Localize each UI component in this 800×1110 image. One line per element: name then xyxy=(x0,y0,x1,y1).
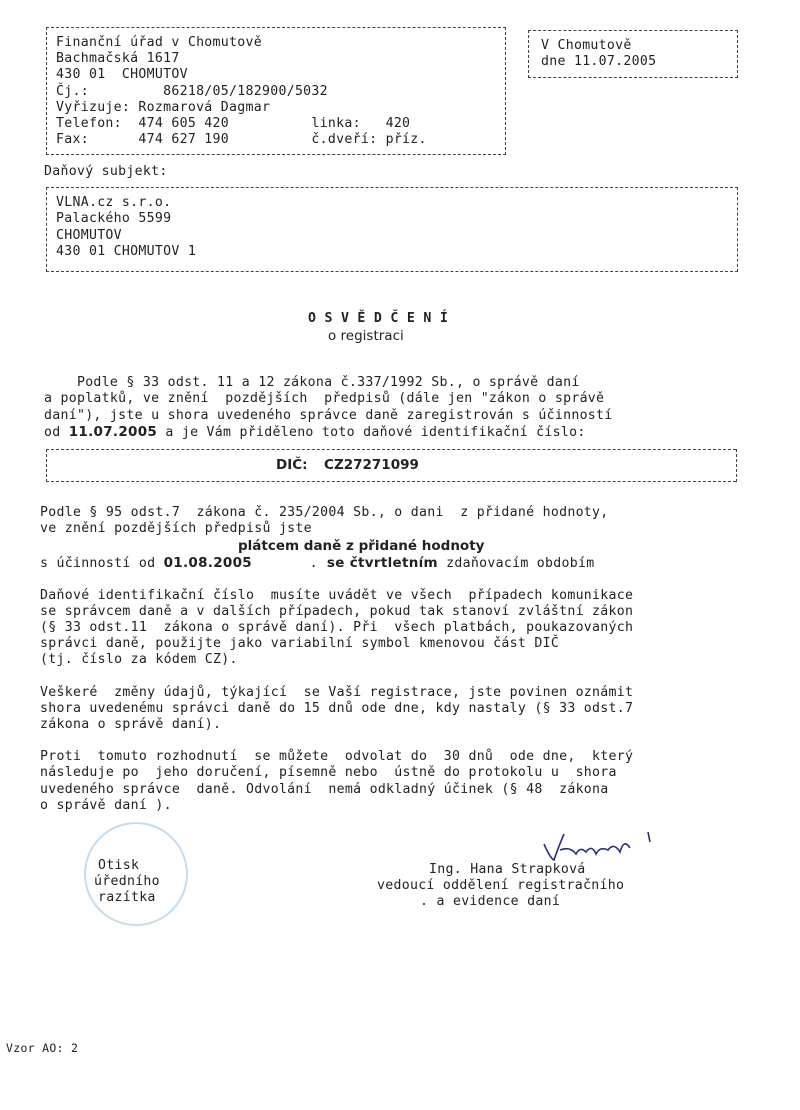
signatory-role-1: vedoucí oddělení registračního xyxy=(377,878,625,893)
date-line: dne 11.07.2005 xyxy=(541,54,657,69)
signatory-name: Ing. Hana Strapková xyxy=(429,862,586,877)
vat-effective-date: 01.08.2005 xyxy=(163,555,252,571)
form-code: Vzor AO: 2 xyxy=(6,1041,79,1055)
para1-line-3: daní"), jste u shora uvedeného správce daně zaregistrován s účinností xyxy=(44,408,613,423)
subject-line-3: CHOMUTOV xyxy=(56,228,122,243)
para1-line-2: a poplatků, ve znění pozdějších předpisů (dále jen "zákon o správě xyxy=(44,391,605,406)
dic-label: DIČ: xyxy=(276,457,308,473)
para3-line-3: (§ 33 odst.11 zákona o správě daní). Při všech platbách, poukazovaných xyxy=(40,620,634,635)
place-line: V Chomutově xyxy=(541,38,632,53)
para1-line-4 xyxy=(44,424,586,441)
para1-line-1: Podle § 33 odst. 11 a 12 zákona č.337/1992 Sb., o správě daní xyxy=(44,375,580,390)
dic-box-left-edge xyxy=(46,449,48,482)
document-subtitle: o registraci xyxy=(328,328,404,344)
tax-period: se čtvrtletním xyxy=(326,555,438,571)
subject-label: Daňový subjekt: xyxy=(44,164,168,179)
para3-line-1: Daňové identifikační číslo musíte uvádět ve všech případech komunikace xyxy=(40,588,634,603)
dic-box-right-edge xyxy=(736,449,738,482)
para2-line-1: Podle § 95 odst.7 zákona č. 235/2004 Sb., o dani z přidané hodnoty, xyxy=(40,505,609,520)
para5-line-1: Proti tomuto rozhodnutí se můžete odvolat do 30 dnů ode dne, který xyxy=(40,749,634,764)
office-line-3: 430 01 CHOMUTOV xyxy=(56,67,188,82)
para5-line-3: uvedeného správce daně. Odvolání nemá odkladný účinek (§ 48 zákona xyxy=(40,782,609,797)
registration-date: 11.07.2005 xyxy=(68,424,158,440)
para4-line-3: zákona o správě daní). xyxy=(40,717,222,732)
vat-payer-status: plátcem daně z přidané hodnoty xyxy=(238,538,485,554)
subject-line-4: 430 01 CHOMUTOV 1 xyxy=(56,244,197,259)
para3-line-4: správci daně, použijte jako variabilní symbol kmenovou část DIČ xyxy=(40,636,560,651)
para2-effective-prefix: s účinností od xyxy=(40,556,164,571)
para4-line-1: Veškeré změny údajů, týkající se Vaší registrace, jste povinen oznámit xyxy=(40,685,634,700)
dic-value: CZ27271099 xyxy=(324,457,419,473)
para3-line-2: se správcem daně a v dalších případech, pokud tak stanoví zvláštní zákon xyxy=(40,604,634,619)
document-title: O S V Ě D Č E N Í xyxy=(308,311,449,326)
office-fax: Fax: 474 627 190 č.dveří: příz. xyxy=(56,132,427,147)
dic-spacer xyxy=(308,458,324,473)
para3-line-5: (tj. číslo za kódem CZ). xyxy=(40,652,238,667)
signatory-role-2: . a evidence daní xyxy=(420,894,561,909)
stamp-line-2: úředního xyxy=(94,874,160,889)
para5-line-4: o správě daní ). xyxy=(40,798,172,813)
office-line-2: Bachmačská 1617 xyxy=(56,51,180,66)
subject-line-2: Palackého 5599 xyxy=(56,211,172,226)
para1-line-4-prefix: od xyxy=(44,425,69,440)
stamp-line-3: razítka xyxy=(98,890,156,905)
para4-line-2: shora uvedenému správci daně do 15 dnů ode dne, kdy nastaly (§ 33 odst.7 xyxy=(40,701,634,716)
para2-line-2: ve znění pozdějších předpisů jste xyxy=(40,521,312,536)
office-handler: Vyřizuje: Rozmarová Dagmar xyxy=(56,100,271,115)
para2-line-4 xyxy=(40,555,595,572)
para2-period-rest: zdaňovacím obdobím xyxy=(437,556,595,571)
stamp-line-1: Otisk xyxy=(98,858,140,873)
office-line-1: Finanční úřad v Chomutově xyxy=(56,35,262,50)
para5-line-2: následuje po jeho doručení, písemně nebo ústně do protokolu u shora xyxy=(40,765,617,780)
para2-dot: . xyxy=(252,556,318,571)
para1-line-4-rest: a je Vám přiděleno toto daňové identifikační číslo: xyxy=(157,425,586,440)
subject-line-1: VLNA.cz s.r.o. xyxy=(56,195,172,210)
office-reference: Čj.: 86218/05/182900/5032 xyxy=(56,84,328,99)
dic-line xyxy=(276,457,419,474)
office-phone: Telefon: 474 605 420 linka: 420 xyxy=(56,116,411,131)
